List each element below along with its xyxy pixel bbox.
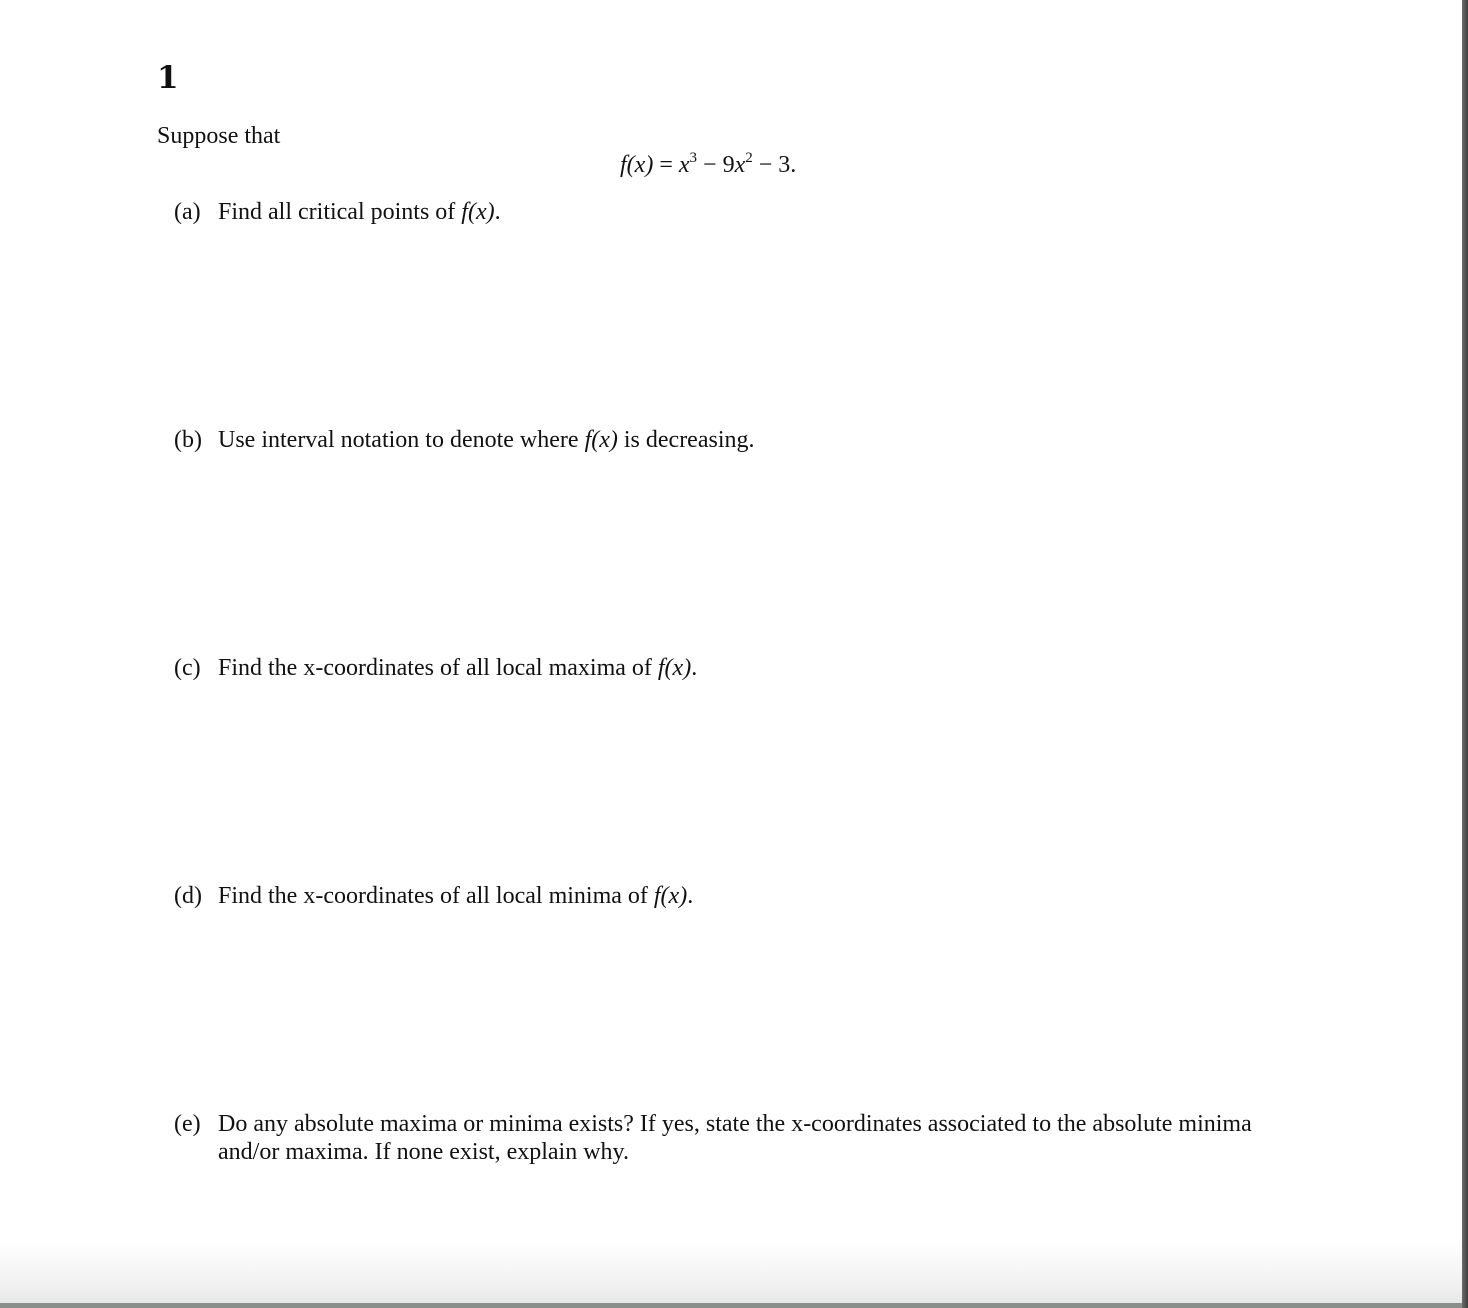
part-d <box>174 882 1314 910</box>
part-a-function: f(x) <box>461 199 495 225</box>
part-b <box>174 426 1314 454</box>
page-bottom-border <box>0 1303 1462 1308</box>
equation-coefficient: 9 <box>722 152 735 178</box>
part-a-text <box>218 198 1314 226</box>
part-c-label: (c) <box>174 655 201 681</box>
part-d-function: f(x) <box>653 883 688 909</box>
part-b-function: f(x) <box>584 427 618 453</box>
part-b-suffix: is decreasing. <box>617 427 755 453</box>
function-equation <box>620 149 796 181</box>
problem-number: 1 <box>157 60 179 96</box>
part-c <box>174 654 1314 682</box>
part-b-label: (b) <box>174 427 202 453</box>
equation-x-cubed-base: x <box>678 152 690 178</box>
part-d-suffix: . <box>687 883 694 909</box>
part-c-prompt: Find the x-coordinates of all local maxima of <box>218 655 658 681</box>
part-d-text <box>218 882 1314 910</box>
equation-constant: 3. <box>778 152 797 178</box>
part-d-prompt: Find the x-coordinates of all local minima of <box>218 883 654 909</box>
equation-minus-2: − <box>758 152 773 178</box>
part-a <box>174 198 1314 226</box>
part-b-text <box>218 426 1314 454</box>
part-e-text: Do any absolute maxima or minima exists? If yes, state the x-coordinates associated to the absolute minima and/or maxima. If none exist, explain why. <box>218 1111 1252 1165</box>
equation-square-exponent: 2 <box>745 150 753 166</box>
part-a-label: (a) <box>174 199 201 225</box>
part-a-prompt: Find all critical points of <box>218 199 462 225</box>
part-d-label: (d) <box>174 883 202 909</box>
problem-intro: Suppose that <box>157 123 281 149</box>
part-c-function: f(x) <box>657 655 692 681</box>
equation-x-squared-base: x <box>734 152 746 178</box>
equation-minus-1: − <box>703 152 717 178</box>
part-c-suffix: . <box>691 655 698 681</box>
page-bottom-shadow <box>0 1240 1462 1308</box>
part-e <box>174 1110 1314 1166</box>
equation-equals: = <box>659 152 673 178</box>
viewer-right-edge <box>1462 0 1468 1308</box>
part-e-label: (e) <box>174 1111 201 1137</box>
part-a-suffix: . <box>494 199 501 225</box>
equation-lhs: f(x) <box>620 152 654 178</box>
part-b-prompt: Use interval notation to denote where <box>218 427 585 453</box>
part-c-text <box>218 654 1314 682</box>
equation-cube-exponent: 3 <box>689 150 698 166</box>
